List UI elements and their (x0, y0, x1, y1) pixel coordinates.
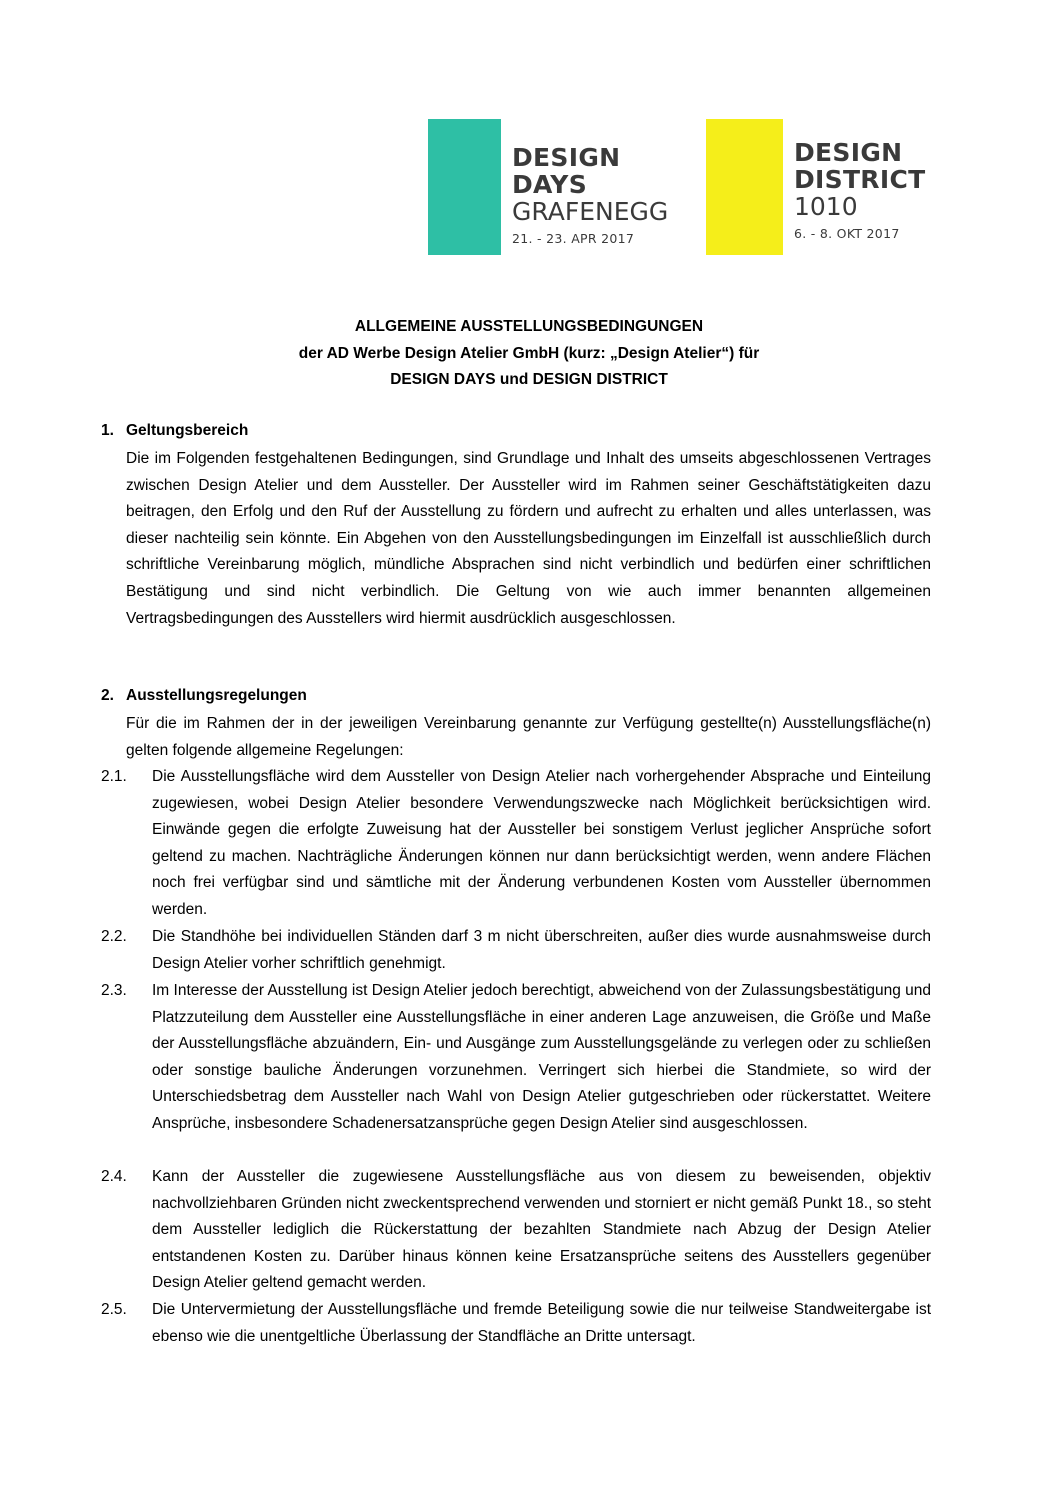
section-2-heading (101, 687, 307, 705)
section-1-text: Die im Folgenden festgehaltenen Bedingungen, sind Grundlage und Inhalt des umseits abgeschlossenen Vertrages zwischen Design Atelier und dem Aussteller. Der Aussteller wird im Rahmen seiner Geschäftstätigkeiten dazu beitragen, den Erfolg und den Ruf der Ausstellung zu fördern und aufrecht zu erhalten und alles unterlassen, was dieser nachteilig sein könnte. Ein Abgehen von den Ausstellungsbedingungen im Einzelfall ist ausschließlich durch schriftliche Vereinbarung möglich, mündliche Absprachen sind nicht verbindlich und bedürfen einer schriftlichen Bestätigung und sind nicht verbindlich. Die Geltung von wie auch immer benannten allgemeinen Vertragsbedingungen des Ausstellers wird hiermit ausdrücklich ausgeschlossen. (126, 450, 931, 627)
logo-days-date: 21. - 23. APR 2017 (512, 231, 635, 246)
document-title (0, 314, 1058, 394)
section-2-number: 2. (101, 687, 114, 704)
clause-number: 2.5. (101, 1301, 127, 1318)
clause-2-5 (101, 1297, 931, 1350)
clause-text: Die Standhöhe bei individuellen Ständen darf 3 m nicht überschreiten, außer dies wurde ausnahmsweise durch Design Atelier vorher schriftlich genehmigt. (152, 928, 931, 972)
logo-district-line1: DESIGN (794, 138, 903, 167)
logo-days-line1: DESIGN (512, 143, 621, 172)
clause-number: 2.2. (101, 928, 127, 945)
logo-design-days-text (512, 144, 668, 246)
logo-days-line2: DAYS (512, 170, 588, 199)
section-1-heading (101, 422, 248, 440)
logo-district-line2: DISTRICT (794, 165, 926, 194)
logo-design-district-text (794, 139, 925, 241)
clause-text: Die Ausstellungsfläche wird dem Aussteller von Design Atelier nach vorhergehender Absprache und Einteilung zugewiesen, wobei Design Atelier besondere Verwendungszwecke nach Möglichkeit berücksichtigen wird. Einwände gegen die erfolgte Zuweisung hat der Aussteller bei sonstigem Verlust jeglicher Ansprüche sofort geltend zu machen. Nachträgliche Änderungen können nur dann berücksichtigt werden, wenn andere Flächen noch frei verfügbar sind und sämtliche mit der Änderung verbundenen Kosten vom Aussteller übernommen werden. (152, 768, 931, 918)
section-1-number: 1. (101, 422, 114, 439)
clause-2-1 (101, 764, 931, 924)
logo-days-line3: GRAFENEGG (512, 197, 669, 226)
clause-number: 2.4. (101, 1168, 127, 1185)
logo-design-days (428, 119, 668, 255)
title-line-2: der AD Werbe Design Atelier GmbH (kurz: „Design Atelier“) für (298, 344, 760, 362)
logo-design-district (706, 119, 946, 255)
title-line-3: DESIGN DAYS und DESIGN DISTRICT (390, 371, 668, 388)
clause-number: 2.3. (101, 982, 127, 999)
logo-district-date: 6. - 8. OKT 2017 (794, 226, 900, 241)
title-line-1: ALLGEMEINE AUSSTELLUNGSBEDINGUNGEN (354, 318, 704, 335)
section-2-intro: Für die im Rahmen der in der jeweiligen Vereinbarung genannte zur Verfügung gestellte(n) Ausstellungsfläche(n) gelten folgende allgemeine Regelungen: (126, 715, 931, 759)
section-1-title: Geltungsbereich (126, 422, 249, 439)
clause-2-2 (101, 924, 931, 977)
clause-text: Im Interesse der Ausstellung ist Design Atelier jedoch berechtigt, abweichend von der Zulassungsbestätigung und Platzzuteilung dem Aussteller eine Ausstellungsfläche in einer anderen Lage anzuweisen, die Größe und Maße der Ausstellungsfläche abzuändern, Ein- und Ausgänge zum Ausstellungsgelände zu verlegen oder zu schließen oder sonstige bauliche Änderungen vorzunehmen. Verringert sich hierbei die Standmiete, so wird der Unterschiedsbetrag dem Aussteller nach Wahl von Design Atelier gutgeschrieben oder rückerstattet. Weitere Ansprüche, insbesondere Schadenersatzansprüche gegen Design Atelier sind ausgeschlossen. (152, 982, 931, 1132)
logo-design-district-swatch (706, 119, 783, 255)
clause-text: Kann der Aussteller die zugewiesene Ausstellungsfläche aus von diesem zu beweisenden, objektiv nachvollziehbaren Gründen nicht zweckentsprechend verwenden und storniert er nicht gemäß Punkt 18., so steht dem Aussteller lediglich die Rückerstattung der bezahlten Standmiete nach Abzug der Design Atelier entstandenen Kosten zu. Darüber hinaus können keine Ersatzansprüche seitens des Ausstellers gegenüber Design Atelier geltend gemacht werden. (152, 1168, 931, 1292)
clause-2-3 (101, 978, 931, 1138)
logo-design-days-swatch (428, 119, 501, 255)
clause-2-4 (101, 1164, 931, 1297)
section-2-title: Ausstellungsregelungen (126, 687, 307, 704)
logo-district-line3: 1010 (794, 192, 858, 221)
clause-text: Die Untervermietung der Ausstellungsfläche und fremde Beteiligung sowie die nur teilweise Standweitergabe ist ebenso wie die unentgeltliche Überlassung der Standfläche an Dritte untersagt. (152, 1301, 931, 1345)
clause-number: 2.1. (101, 768, 127, 785)
